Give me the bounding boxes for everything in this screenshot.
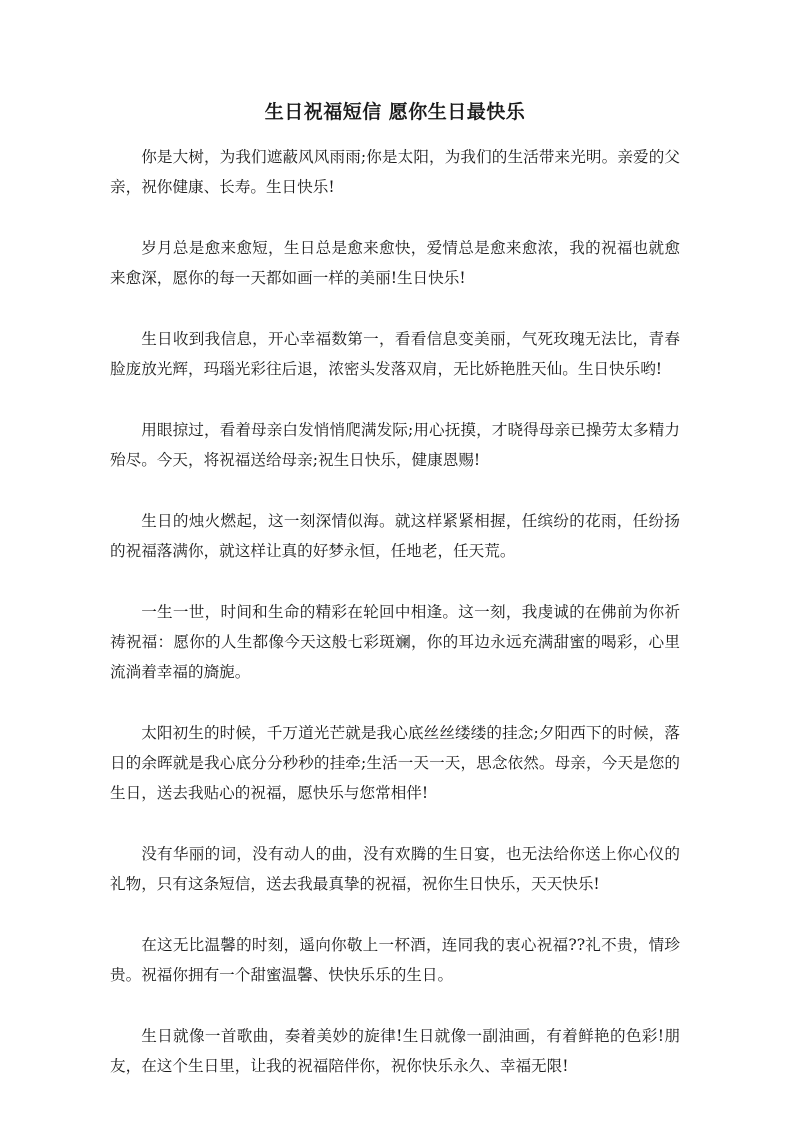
document-page <box>110 96 680 1112</box>
paragraph-8: 没有华丽的词，没有动人的曲，没有欢腾的生日宴，也无法给你送上你心仪的礼物，只有这条短信，送去我最真挚的祝福，祝你生日快乐，天天快乐! <box>110 845 680 893</box>
paragraph-2: 岁月总是愈来愈短，生日总是愈来愈快，爱情总是愈来愈浓，我的祝福也就愈来愈深，愿你的每一天都如画一样的美丽!生日快乐! <box>110 239 680 287</box>
paragraph-7: 太阳初生的时候，千万道光芒就是我心底丝丝缕缕的挂念;夕阳西下的时候，落日的余晖就是我心底分分秒秒的挂牵;生活一天一天，思念依然。母亲，今天是您的生日，送去我贴心的祝福，愿快乐与您常相伴! <box>110 724 680 802</box>
paragraph-10: 生日就像一首歌曲，奏着美妙的旋律!生日就像一副油画，有着鲜艳的色彩!朋友，在这个生日里，让我的祝福陪伴你，祝你快乐永久、幸福无限! <box>110 1027 680 1075</box>
paragraph-3: 生日收到我信息，开心幸福数第一，看看信息变美丽，气死玫瑰无法比，青春脸庞放光辉，玛瑙光彩往后退，浓密头发落双肩，无比娇艳胜天仙。生日快乐哟! <box>110 330 680 378</box>
paragraph-5: 生日的烛火燃起，这一刻深情似海。就这样紧紧相握，任缤纷的花雨，任纷扬的祝福落满你，就这样让真的好梦永恒，任地老，任天荒。 <box>110 512 680 560</box>
paragraph-9: 在这无比温馨的时刻，遥向你敬上一杯酒，连同我的衷心祝福??礼不贵，情珍贵。祝福你拥有一个甜蜜温馨、快快乐乐的生日。 <box>110 936 680 984</box>
paragraph-6: 一生一世，时间和生命的精彩在轮回中相逢。这一刻，我虔诚的在佛前为你祈祷祝福：愿你的人生都像今天这般七彩斑斓，你的耳边永远充满甜蜜的喝彩，心里流淌着幸福的旖旎。 <box>110 603 680 681</box>
paragraph-1: 你是大树，为我们遮蔽风风雨雨;你是太阳，为我们的生活带来光明。亲爱的父亲，祝你健康、长寿。生日快乐! <box>110 148 680 196</box>
paragraph-4: 用眼掠过，看着母亲白发悄悄爬满发际;用心抚摸，才晓得母亲已操劳太多精力殆尽。今天，将祝福送给母亲;祝生日快乐，健康恩赐! <box>110 421 680 469</box>
document-title: 生日祝福短信 愿你生日最快乐 <box>264 101 526 123</box>
